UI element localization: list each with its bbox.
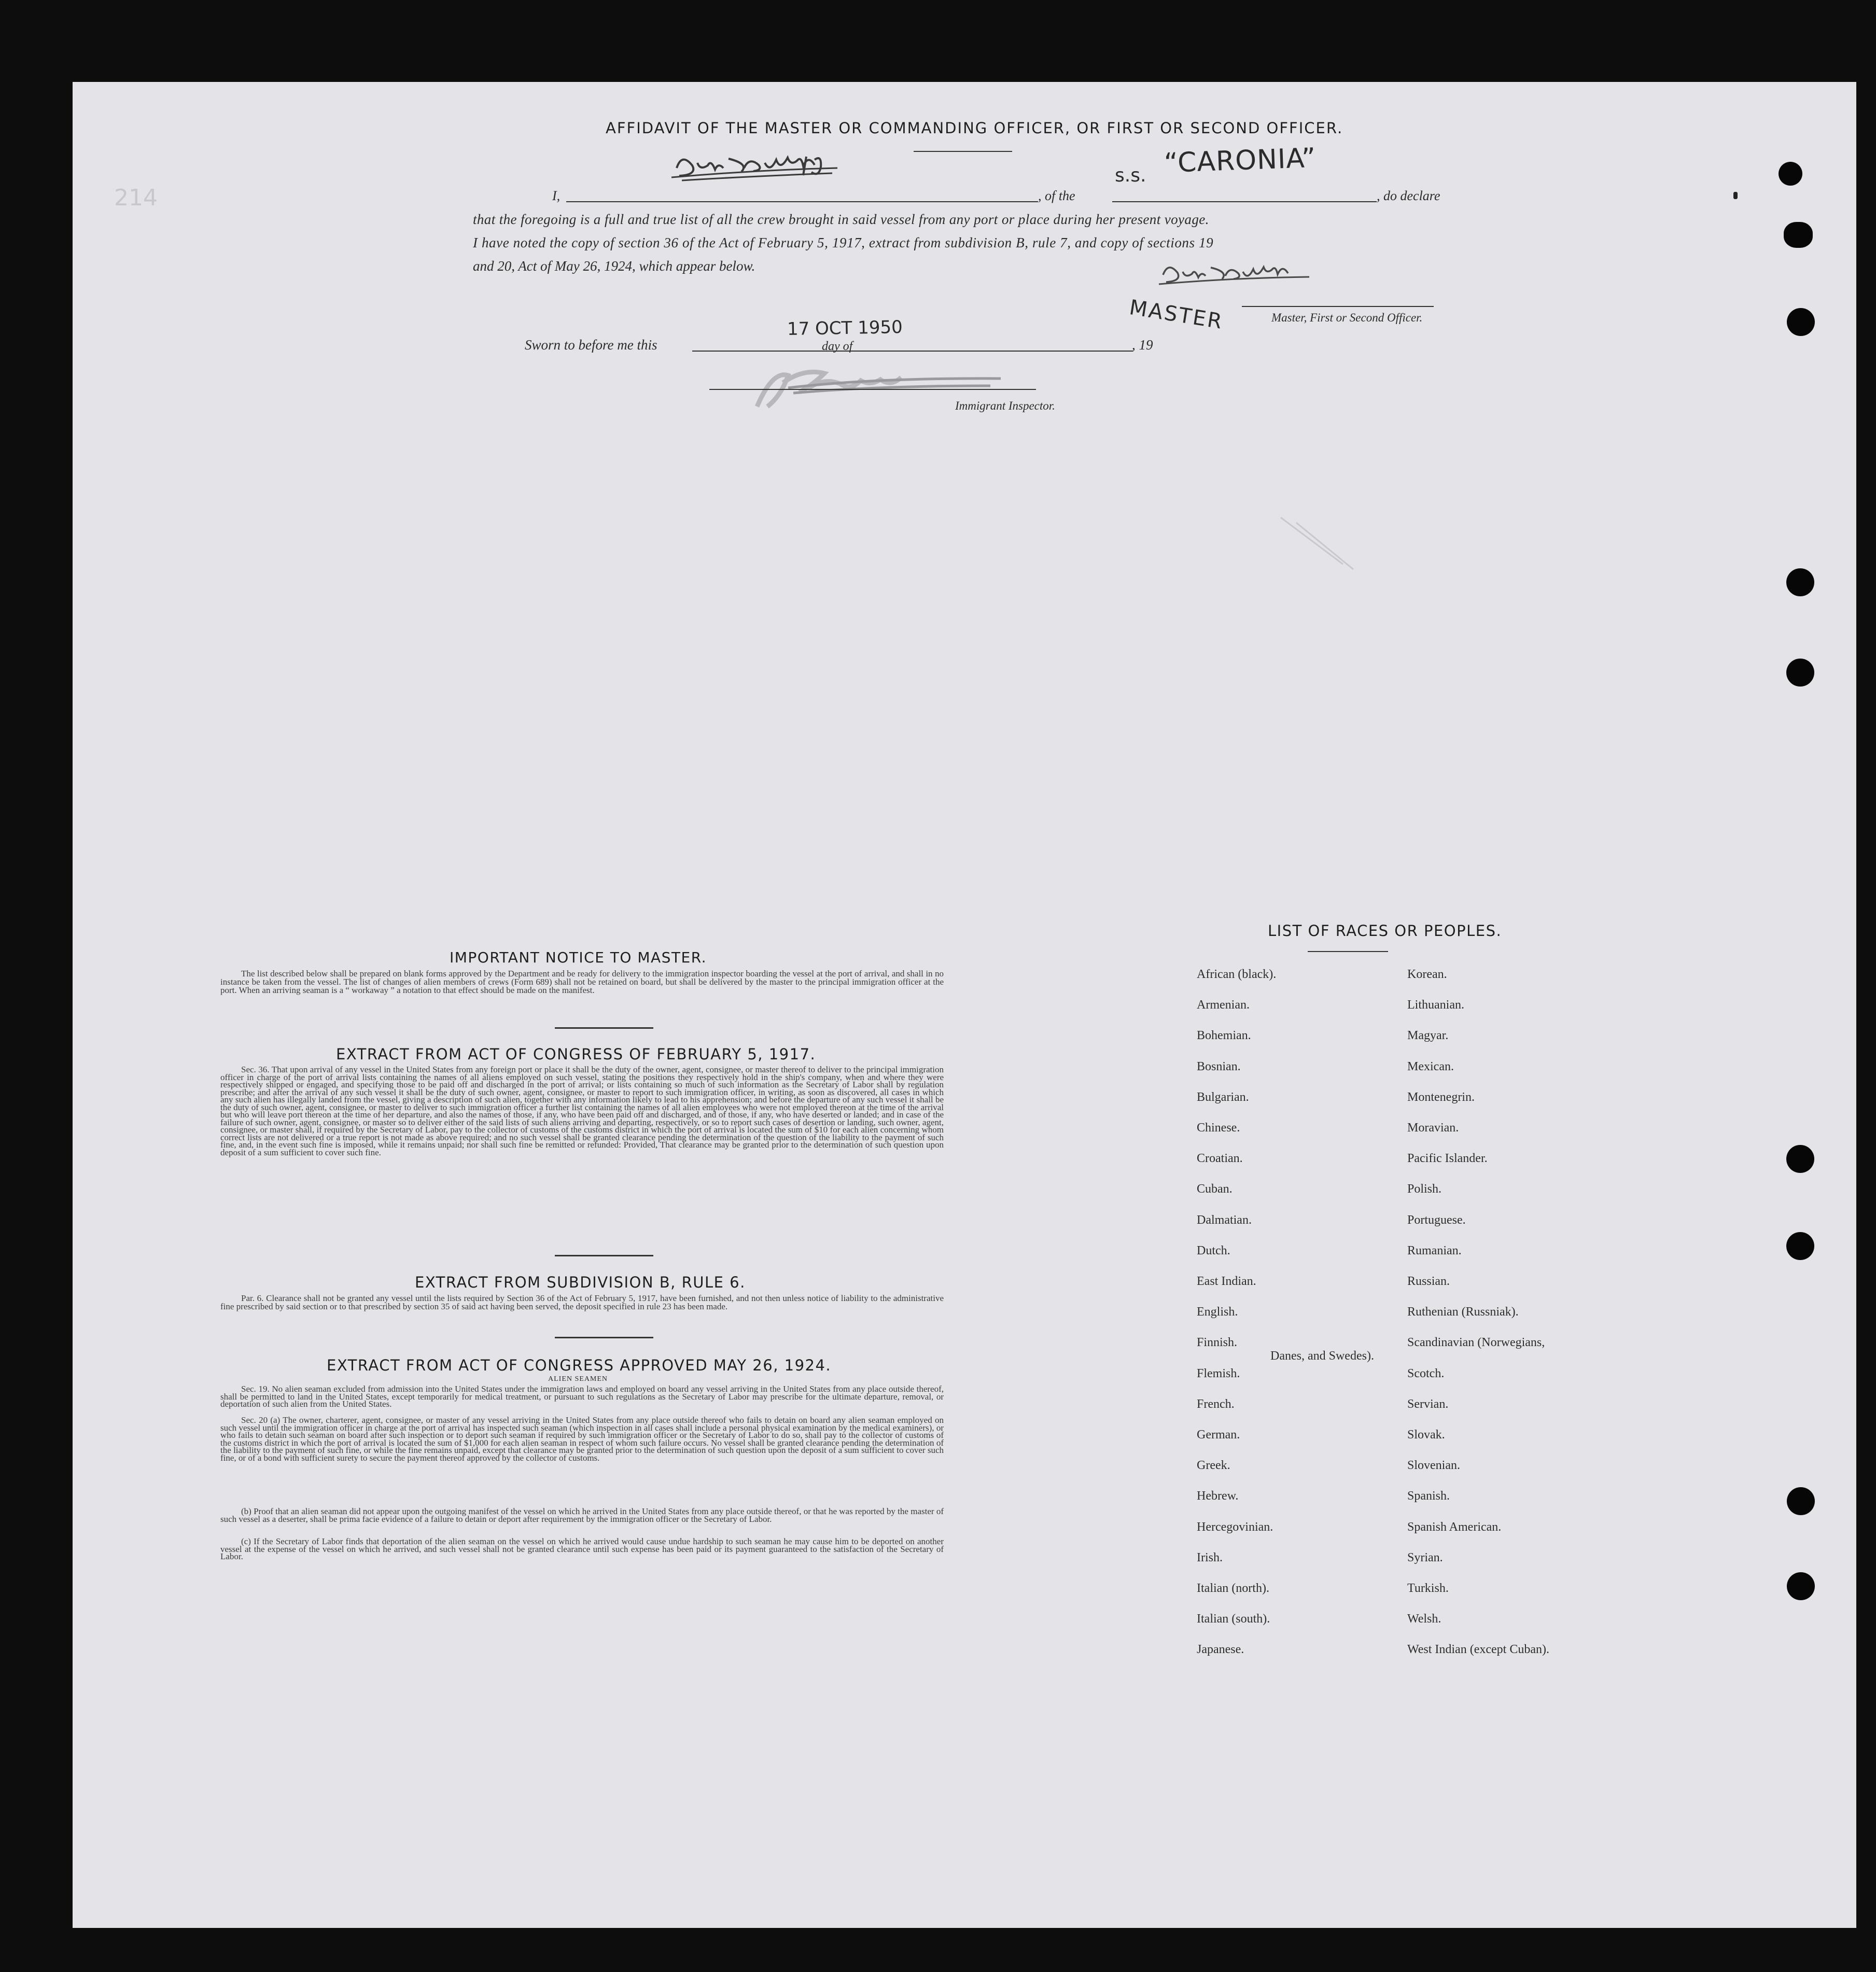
race-item-right-10: Russian. <box>1407 1275 1450 1288</box>
race-item-right-12: Scandinavian (Norwegians, <box>1407 1336 1545 1350</box>
master-signature-line <box>1242 306 1434 307</box>
race-item-left-20: Italian (north). <box>1197 1582 1269 1595</box>
races-heading: LIST OF RACES OR PEOPLES. <box>1268 922 1502 940</box>
affidavit-I-label: I, <box>552 188 561 203</box>
binder-hole-2 <box>1784 222 1813 248</box>
race-item-left-17: Hebrew. <box>1197 1489 1239 1503</box>
binder-hole-4 <box>1786 568 1814 596</box>
vessel-name: “CARONIA” <box>1164 142 1317 179</box>
notice-divider <box>555 1027 653 1029</box>
race-right-continuation: Danes, and Swedes). <box>1270 1349 1374 1363</box>
affidavit-heading-rule <box>914 151 1012 152</box>
race-item-right-13: Scotch. <box>1407 1366 1445 1380</box>
affidavit-text-line-3: I have noted the copy of section 36 of the Act of February 5, 1917, extract from subdivision B, rule 7, and copy of sections 19 <box>473 235 1214 250</box>
affidavit-text-line-2: that the foregoing is a full and true list of all the crew brought in said vessel from any port or place during her present voyage. <box>473 212 1209 227</box>
day-of-label: day of <box>822 340 853 353</box>
race-item-right-20: Turkish. <box>1407 1582 1449 1595</box>
race-item-right-19: Syrian. <box>1407 1550 1443 1564</box>
race-item-right-6: Pacific Islander. <box>1407 1152 1488 1166</box>
race-item-left-4: Bulgarian. <box>1197 1090 1249 1104</box>
race-item-left-15: German. <box>1197 1428 1240 1442</box>
race-item-left-10: East Indian. <box>1197 1275 1256 1288</box>
binder-hole-5 <box>1786 659 1814 687</box>
race-item-right-9: Rumanian. <box>1407 1243 1462 1257</box>
race-item-left-0: African (black). <box>1197 968 1277 981</box>
document-page <box>73 82 1856 1928</box>
race-item-left-13: Flemish. <box>1197 1366 1240 1380</box>
alien-seamen-subheading: ALIEN SEAMEN <box>548 1375 608 1383</box>
sworn-day-line <box>692 351 1133 352</box>
vessel-prefix: s.s. <box>1115 165 1146 186</box>
race-item-right-1: Lithuanian. <box>1407 998 1464 1012</box>
binder-hole-1 <box>1779 162 1802 186</box>
race-item-left-5: Chinese. <box>1197 1121 1240 1135</box>
master-caption: Master, First or Second Officer. <box>1271 311 1423 324</box>
race-item-left-6: Croatian. <box>1197 1152 1243 1166</box>
extract-1924-heading: EXTRACT FROM ACT OF CONGRESS APPROVED MAY 26, 1924. <box>327 1356 832 1374</box>
race-item-right-21: Welsh. <box>1407 1612 1441 1626</box>
race-item-right-8: Portuguese. <box>1407 1213 1466 1227</box>
master-signature <box>666 147 853 189</box>
master-stamp: MASTER <box>1127 296 1225 334</box>
race-item-left-9: Dutch. <box>1197 1243 1230 1257</box>
race-item-right-18: Spanish American. <box>1407 1520 1502 1534</box>
race-item-left-21: Italian (south). <box>1197 1612 1270 1626</box>
race-item-left-12: Finnish. <box>1197 1336 1238 1350</box>
subdivision-b-heading: EXTRACT FROM SUBDIVISION B, RULE 6. <box>415 1274 746 1291</box>
name-blank-line <box>566 201 1038 202</box>
subdivision-b-divider <box>555 1337 653 1338</box>
race-item-left-1: Armenian. <box>1197 998 1250 1012</box>
race-item-left-7: Cuban. <box>1197 1182 1233 1196</box>
scratch-mark <box>1276 512 1379 575</box>
subdivision-b-text: Par. 6. Clearance shall not be granted any vessel until the lists required by Section 36 of the Act of February 5, 1917, have been furnished, and not then unless notice of liability to the administrative fine prescribed by said section or to that prescribed by section 35 of said act having been served, the deposit specified in rule 23 has been made. <box>220 1293 944 1311</box>
vessel-blank-line <box>1112 201 1377 202</box>
extract-1924-sec20b: (b) Proof that an alien seaman did not appear upon the outgoing manifest of the vessel on which he arrived in the United States from any place outside thereof, or that he was reported by the master of such vessel as a deserter, shall be prima facie evidence of a failure to detain or deport after requirement by the immigration officer or the Secretary of Labor. <box>220 1506 944 1524</box>
race-item-left-14: French. <box>1197 1397 1235 1411</box>
extract-1917-text: Sec. 36. That upon arrival of any vessel in the United States from any foreign port or place it shall be the duty of the owner, agent, consignee, or master thereof to deliver to the principal immigration officer in charge of the port of arrival lists containing the names of all aliens employed on such vessel, stating the positions they respectively hold in the ship's company, when and where they were respectively shipped or engaged, and specifying those to be paid off and discharged in the port of arrival; or lists containing so much of such information as the Secretary of Labor shall by regulation prescribe; and after the arrival of any such vessel it shall be the duty of such owner, agent, consignee, or master to report to such immigration officer, in writing, as soon as discovered, all cases in which any such alien has illegally landed from the vessel, giving a description of such alien, together with any information likely to lead to his apprehension; and before the departure of any such vessel it shall be the duty of such owner, agent, consignee, or master to deliver to such immigration officer a further list containing the names of all alien employees who were not employed thereon at the time of the arrival but who will leave port thereon at the time of her departure, and also the names of those, if any, who have been paid off and discharged, and of those, if any, who have deserted or landed; and in case of the failure of such owner, agent, consignee, or master so to deliver either of the said lists of such aliens arriving and departing, respectively, or so to report such cases of desertion or landing, such owner, agent, consignee, or master shall, if required by the Secretary of Labor, pay to the collector of customs of the customs district in which the port of arrival is located the sum of $10 for each alien concerning whom correct lists are not delivered or a true report is not made as above required; and no such vessel shall be granted clearance pending the determination of the question of the liability to the payment of such fine, and, in the event such fine is imposed, while it remains unpaid; nor shall such fine be remitted or refunded: Provided, That clearance may be granted prior to the determination of such question upon deposit of a sum sufficient to cover such fine. <box>220 1065 944 1157</box>
margin-mark: 214 <box>114 185 158 211</box>
notice-heading: IMPORTANT NOTICE TO MASTER. <box>450 949 707 966</box>
year-prefix: , 19 <box>1132 337 1153 353</box>
inspector-caption: Immigrant Inspector. <box>955 399 1055 412</box>
race-item-right-2: Magyar. <box>1407 1029 1449 1043</box>
inspector-signature-line <box>709 389 1036 390</box>
race-item-right-5: Moravian. <box>1407 1121 1459 1135</box>
extract-1924-sec19: Sec. 19. No alien seaman excluded from admission into the United States under the immigration laws and employed on board any vessel arriving in the United States from any place outside thereof, shall be permitted to land in the United States, except temporarily for medical treatment, or pursuant to such regulations as the Secretary of Labor may prescribe for the ultimate departure, removal, or deportation of such alien from the United States. <box>220 1384 944 1409</box>
binder-hole-7 <box>1786 1232 1814 1260</box>
race-item-right-22: West Indian (except Cuban). <box>1407 1643 1549 1657</box>
binder-hole-8 <box>1787 1487 1815 1515</box>
race-item-left-18: Hercegovinian. <box>1197 1520 1273 1534</box>
affidavit-heading: AFFIDAVIT OF THE MASTER OR COMMANDING OFFICER, OR FIRST OR SECOND OFFICER. <box>606 119 1343 137</box>
extract-1924-sec20a: Sec. 20 (a) The owner, charterer, agent, consignee, or master of any vessel arriving in the United States from any place outside thereof who fails to detain on board any alien seaman employed on such vessel until the immigration officer in charge at the port of arrival has inspected such seaman (which inspection in all cases shall include a personal physical examination by the medical examiners), or who fails to detain such seaman on board after such inspection or to deport such seaman if required by such immigration officer or the Secretary of Labor to do so, shall pay to the collector of customs of the customs district in which the port of arrival is located the sum of $1,000 for each alien seaman in respect of whom such failure occurs. No vessel shall be granted clearance pending the determination of the liability to the payment of such fine, or while the fine remains unpaid, except that clearance may be granted prior to the determination of such question upon the deposit of a sum sufficient to cover such fine, or of a bond with sufficient surety to secure the payment thereof approved by the collector of customs. <box>220 1415 944 1463</box>
extract-1924-sec20c: (c) If the Secretary of Labor finds that deportation of the alien seaman on the vessel on which he arrived would cause undue hardship to such seaman he may cause him to be deported on another vessel at the expense of the vessel on which he arrived, and such vessel shall not be granted clearance until such expense has been paid or its payment guaranteed to the satisfaction of the Secretary of Labor. <box>220 1536 944 1561</box>
races-heading-rule <box>1308 951 1388 952</box>
binder-hole-6 <box>1786 1145 1814 1173</box>
sworn-text: Sworn to before me this <box>525 337 657 353</box>
race-item-right-11: Ruthenian (Russniak). <box>1407 1305 1519 1319</box>
binder-hole-9 <box>1787 1572 1815 1600</box>
race-item-right-15: Slovak. <box>1407 1428 1445 1442</box>
extract-1917-divider <box>555 1255 653 1256</box>
race-item-left-8: Dalmatian. <box>1197 1213 1252 1227</box>
race-item-right-3: Mexican. <box>1407 1059 1454 1073</box>
affidavit-do-declare-label: , do declare <box>1377 188 1440 203</box>
binder-hole-3 <box>1787 308 1815 336</box>
race-item-left-2: Bohemian. <box>1197 1029 1251 1043</box>
race-item-right-7: Polish. <box>1407 1182 1442 1196</box>
race-item-left-11: English. <box>1197 1305 1238 1319</box>
master-signature-2 <box>1154 258 1320 295</box>
race-item-right-0: Korean. <box>1407 968 1447 981</box>
affidavit-of-the-label: , of the <box>1038 188 1075 203</box>
sworn-date-stamp: 17 OCT 1950 <box>787 317 903 340</box>
race-item-right-17: Spanish. <box>1407 1489 1450 1503</box>
affidavit-text-line-4: and 20, Act of May 26, 1924, which appear below. <box>473 258 755 274</box>
race-item-left-22: Japanese. <box>1197 1643 1244 1657</box>
race-item-right-14: Servian. <box>1407 1397 1449 1411</box>
notice-text: The list described below shall be prepared on blank forms approved by the Department and be ready for delivery to the immigration inspector boarding the vessel at the port of arrival, and shall in no instance be taken from the vessel. The list of changes of alien members of crews (Form 689) shall not be retained on board, but shall be delivered by the master to the principal immigration officer at the port. When an arriving seaman is a “ workaway ” a notation to that effect should be made on the manifest. <box>220 969 944 995</box>
small-dot-mark <box>1733 192 1738 199</box>
race-item-right-16: Slovenian. <box>1407 1459 1460 1473</box>
race-item-right-4: Montenegrin. <box>1407 1090 1475 1104</box>
race-item-left-16: Greek. <box>1197 1459 1230 1473</box>
extract-1917-heading: EXTRACT FROM ACT OF CONGRESS OF FEBRUARY 5, 1917. <box>336 1045 816 1063</box>
race-item-left-19: Irish. <box>1197 1550 1223 1564</box>
race-item-left-3: Bosnian. <box>1197 1059 1241 1073</box>
